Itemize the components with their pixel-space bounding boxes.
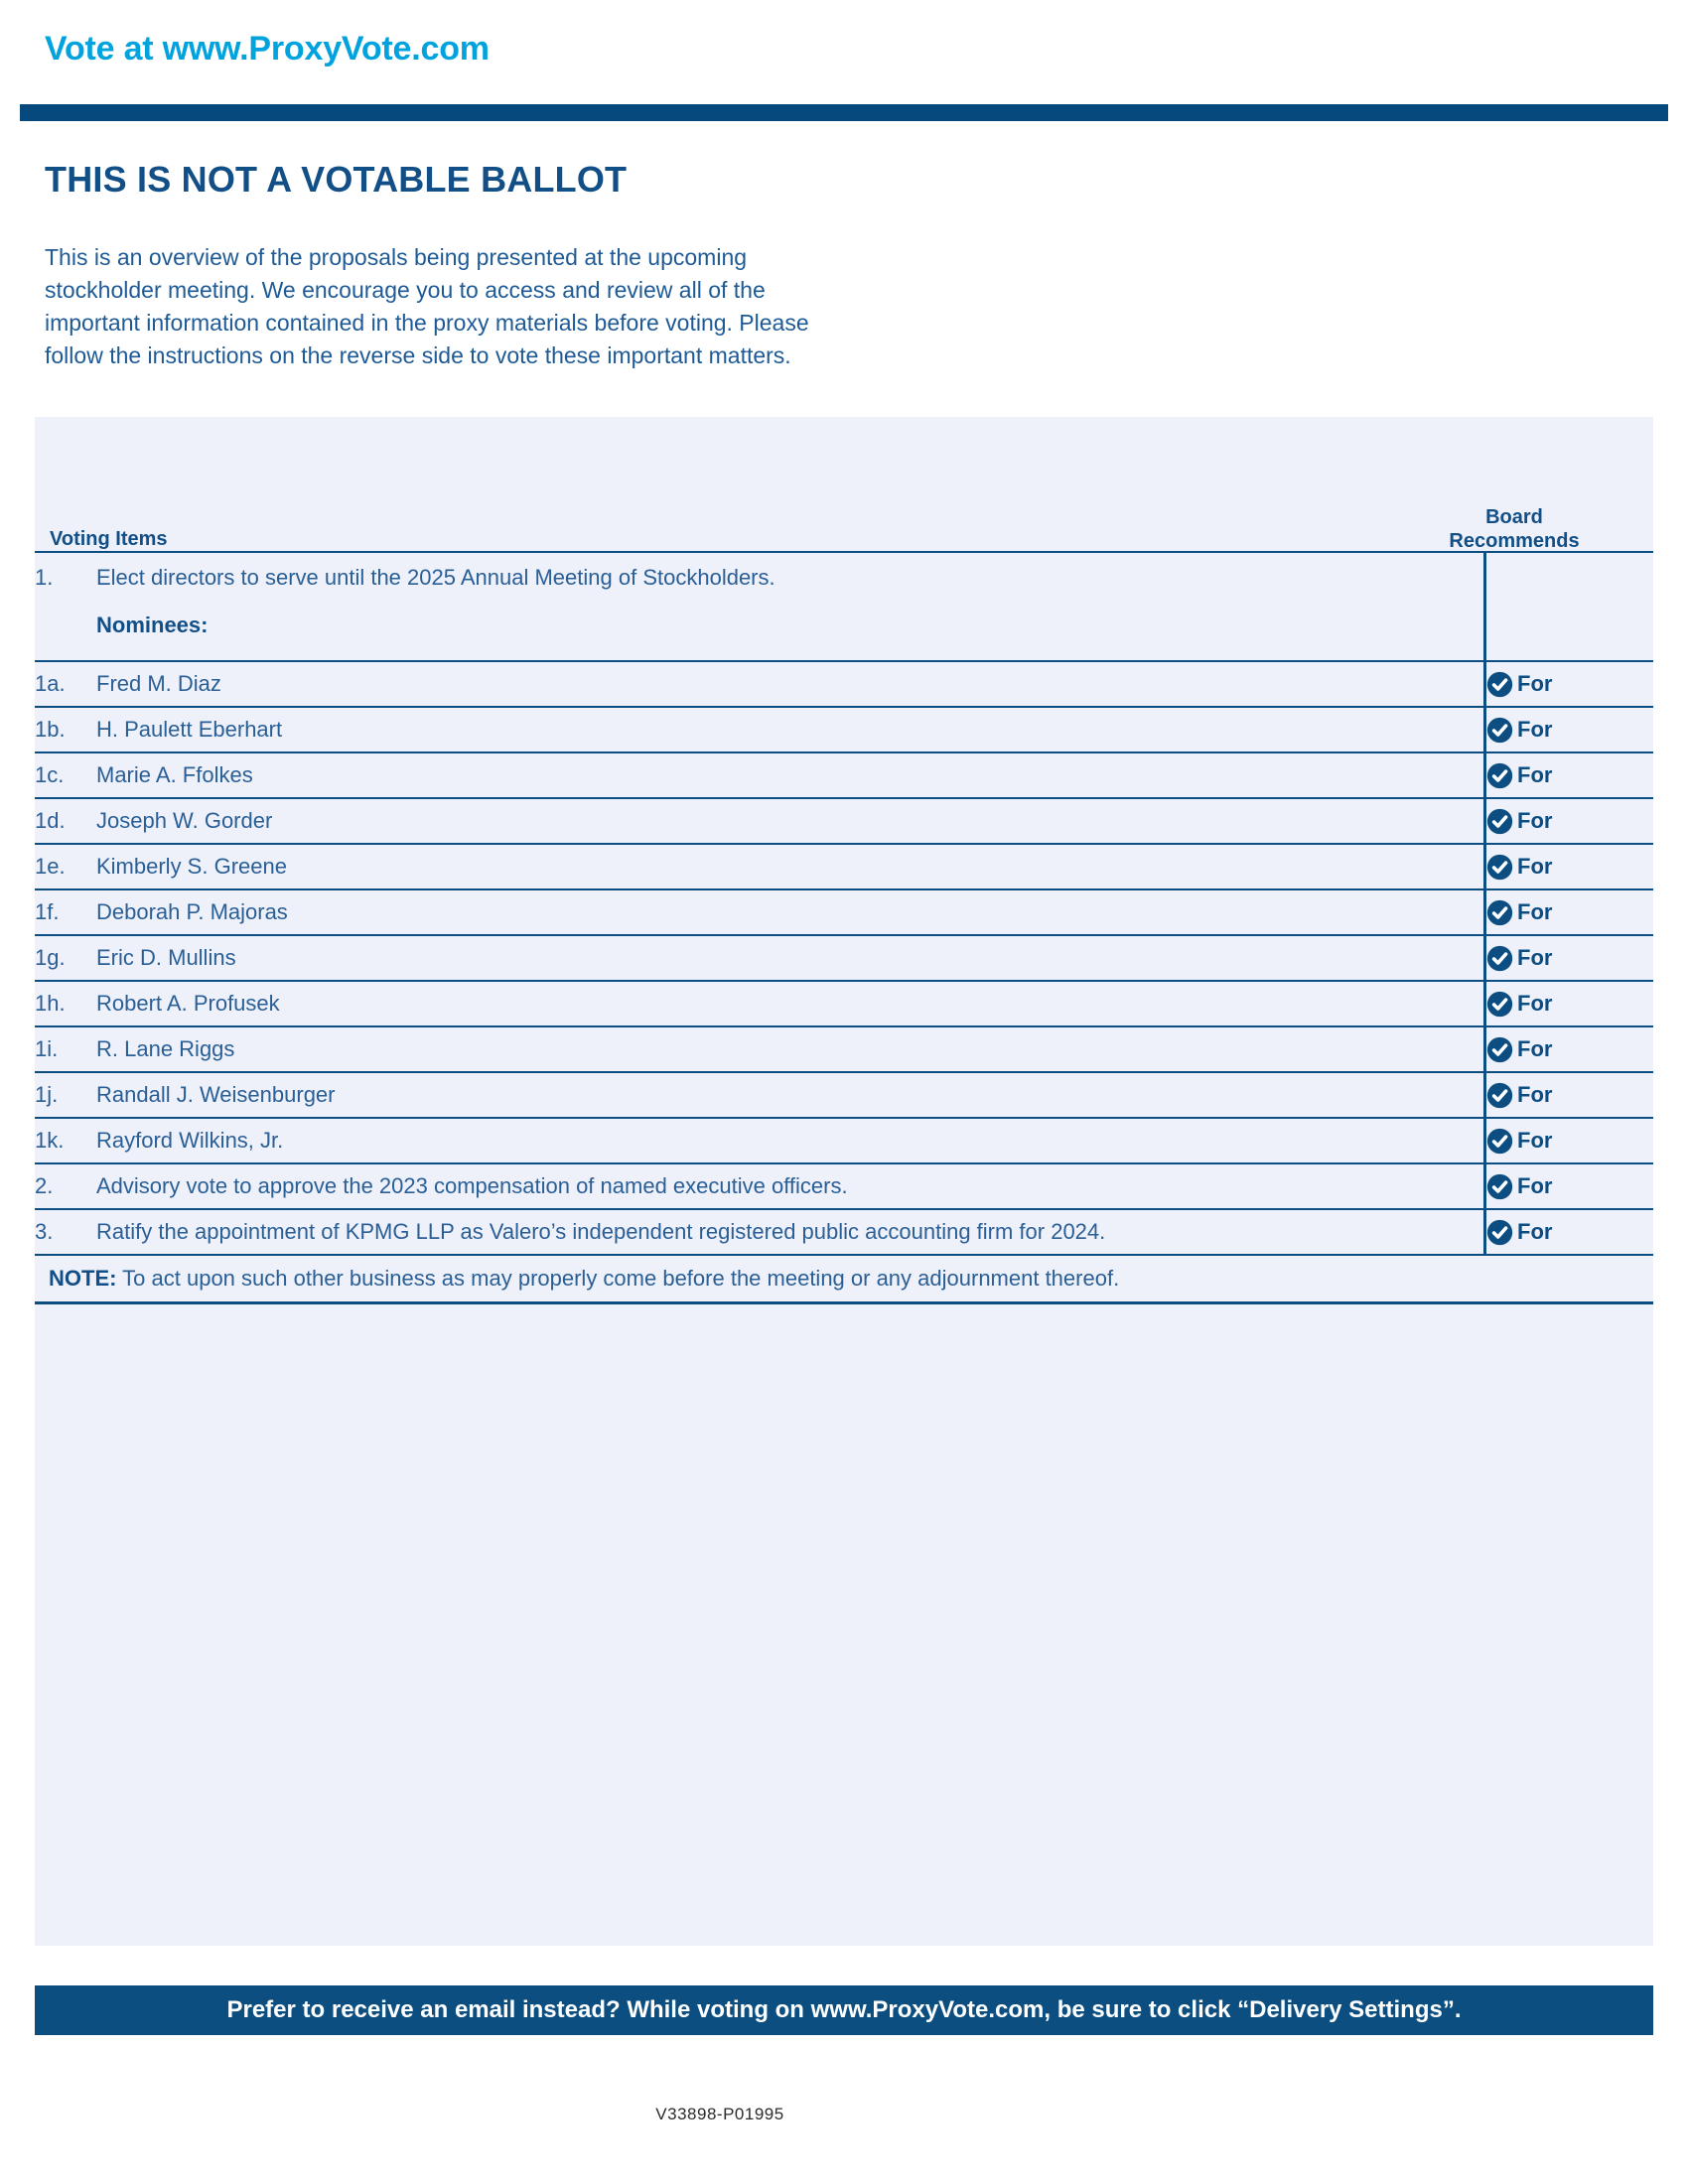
nominees-label: Nominees: <box>96 613 209 637</box>
email-delivery-prompt: Prefer to receive an email instead? While voting on www.ProxyVote.com, be sure to click “Delivery Settings”. <box>226 1996 1462 2023</box>
row-number: 1j. <box>35 1072 96 1118</box>
check-circle-icon <box>1486 1173 1513 1200</box>
row-number: 1c. <box>35 752 96 798</box>
table-row <box>35 981 1653 1026</box>
row-number: 1d. <box>35 798 96 844</box>
check-circle-icon <box>1486 808 1513 835</box>
recommendation-label: For <box>1517 1219 1553 1244</box>
row-label: Deborah P. Majoras <box>96 889 1485 935</box>
row-label: Eric D. Mullins <box>96 935 1485 981</box>
row-label: Marie A. Ffolkes <box>96 752 1485 798</box>
row-label: Randall J. Weisenburger <box>96 1072 1485 1118</box>
row-number: 3. <box>35 1209 96 1255</box>
row-number: 1b. <box>35 707 96 752</box>
table-row <box>35 1163 1653 1209</box>
row-number: 1a. <box>35 661 96 707</box>
control-number: V33898-P01995 <box>655 2105 784 2123</box>
board-recommendation-cell <box>1485 661 1654 707</box>
table-row <box>35 1026 1653 1072</box>
recommendation-label: For <box>1517 1173 1553 1198</box>
table-row <box>35 889 1653 935</box>
table-row <box>35 844 1653 889</box>
board-recommendation-cell <box>1485 935 1654 981</box>
row-number: 1. <box>35 552 96 661</box>
check-circle-icon <box>1486 945 1513 972</box>
board-recommendation-cell <box>1485 1209 1654 1255</box>
board-recommendation-cell <box>1485 1118 1654 1163</box>
recommendation-label: For <box>1517 991 1553 1016</box>
table-row <box>35 798 1653 844</box>
check-circle-icon <box>1486 1036 1513 1063</box>
check-circle-icon <box>1486 671 1513 698</box>
recommendation-label: For <box>1517 945 1553 970</box>
board-recommends-column-header <box>1415 505 1614 553</box>
table-row <box>35 935 1653 981</box>
board-recommends-line1: Board <box>1485 506 1543 528</box>
table-row-note <box>35 1255 1653 1303</box>
check-circle-icon <box>1486 1128 1513 1155</box>
table-column-headers <box>35 506 1653 551</box>
header-divider-bar <box>20 104 1668 121</box>
table-row <box>35 1209 1653 1255</box>
row-number: 2. <box>35 1163 96 1209</box>
check-circle-icon <box>1486 717 1513 744</box>
row-label: Rayford Wilkins, Jr. <box>96 1118 1485 1163</box>
board-recommendation-cell <box>1485 1072 1654 1118</box>
recommendation-label: For <box>1517 717 1553 742</box>
email-delivery-footer-bar <box>35 1985 1653 2035</box>
board-recommendation-cell <box>1485 1163 1654 1209</box>
recommendation-label: For <box>1517 1128 1553 1153</box>
row-number: 1k. <box>35 1118 96 1163</box>
board-recommends-line2: Recommends <box>1449 530 1580 552</box>
page-title: THIS IS NOT A VOTABLE BALLOT <box>45 159 628 200</box>
recommendation-label: For <box>1517 1036 1553 1061</box>
row-label <box>96 552 1485 661</box>
table-row <box>35 752 1653 798</box>
recommendation-label: For <box>1517 854 1553 879</box>
table-row <box>35 707 1653 752</box>
check-circle-icon <box>1486 899 1513 926</box>
row-label: Ratify the appointment of KPMG LLP as Valero’s independent registered public accounting firm for 2024. <box>96 1209 1485 1255</box>
recommendation-label: For <box>1517 762 1553 787</box>
table-row <box>35 1072 1653 1118</box>
vote-url-title: Vote at www.ProxyVote.com <box>45 30 490 68</box>
row-label: R. Lane Riggs <box>96 1026 1485 1072</box>
check-circle-icon <box>1486 1219 1513 1246</box>
row-label: Kimberly S. Greene <box>96 844 1485 889</box>
table-row <box>35 1118 1653 1163</box>
voting-items-column-header: Voting Items <box>50 528 168 550</box>
row-label: Fred M. Diaz <box>96 661 1485 707</box>
row-number: 1f. <box>35 889 96 935</box>
row-number: 1h. <box>35 981 96 1026</box>
row-label: Robert A. Profusek <box>96 981 1485 1026</box>
voting-items-table-section <box>35 506 1653 1304</box>
row-number: 1g. <box>35 935 96 981</box>
voting-items-table <box>35 551 1653 1304</box>
note-label: NOTE: <box>49 1266 117 1291</box>
recommendation-label: For <box>1517 1082 1553 1107</box>
recommendation-label: For <box>1517 808 1553 833</box>
board-recommendation-cell <box>1485 889 1654 935</box>
board-recommendation-cell <box>1485 707 1654 752</box>
board-recommendation-cell <box>1485 798 1654 844</box>
recommendation-label: For <box>1517 899 1553 924</box>
check-circle-icon <box>1486 854 1513 881</box>
row-number: 1i. <box>35 1026 96 1072</box>
row-label: Advisory vote to approve the 2023 compensation of named executive officers. <box>96 1163 1485 1209</box>
board-recommendation-cell <box>1485 752 1654 798</box>
row-label: H. Paulett Eberhart <box>96 707 1485 752</box>
board-recommendation-cell <box>1485 844 1654 889</box>
check-circle-icon <box>1486 1082 1513 1109</box>
row-label: Joseph W. Gorder <box>96 798 1485 844</box>
board-recommendation-cell <box>1485 552 1654 661</box>
proposal-1-text: Elect directors to serve until the 2025 Annual Meeting of Stockholders. <box>96 565 775 590</box>
table-row-proposal-1 <box>35 552 1653 661</box>
note-text: To act upon such other business as may properly come before the meeting or any adjournment thereof. <box>116 1266 1120 1291</box>
table-row <box>35 661 1653 707</box>
board-recommendation-cell <box>1485 1026 1654 1072</box>
board-recommendation-cell <box>1485 981 1654 1026</box>
intro-paragraph: This is an overview of the proposals being presented at the upcoming stockholder meeting. We encourage you to access and review all of the important information contained in the proxy materials before voting. Please follow the instructions on the reverse side to vote these important matters. <box>45 244 809 368</box>
check-circle-icon <box>1486 991 1513 1018</box>
check-circle-icon <box>1486 762 1513 789</box>
row-number: 1e. <box>35 844 96 889</box>
note-cell <box>35 1255 1653 1303</box>
recommendation-label: For <box>1517 671 1553 696</box>
